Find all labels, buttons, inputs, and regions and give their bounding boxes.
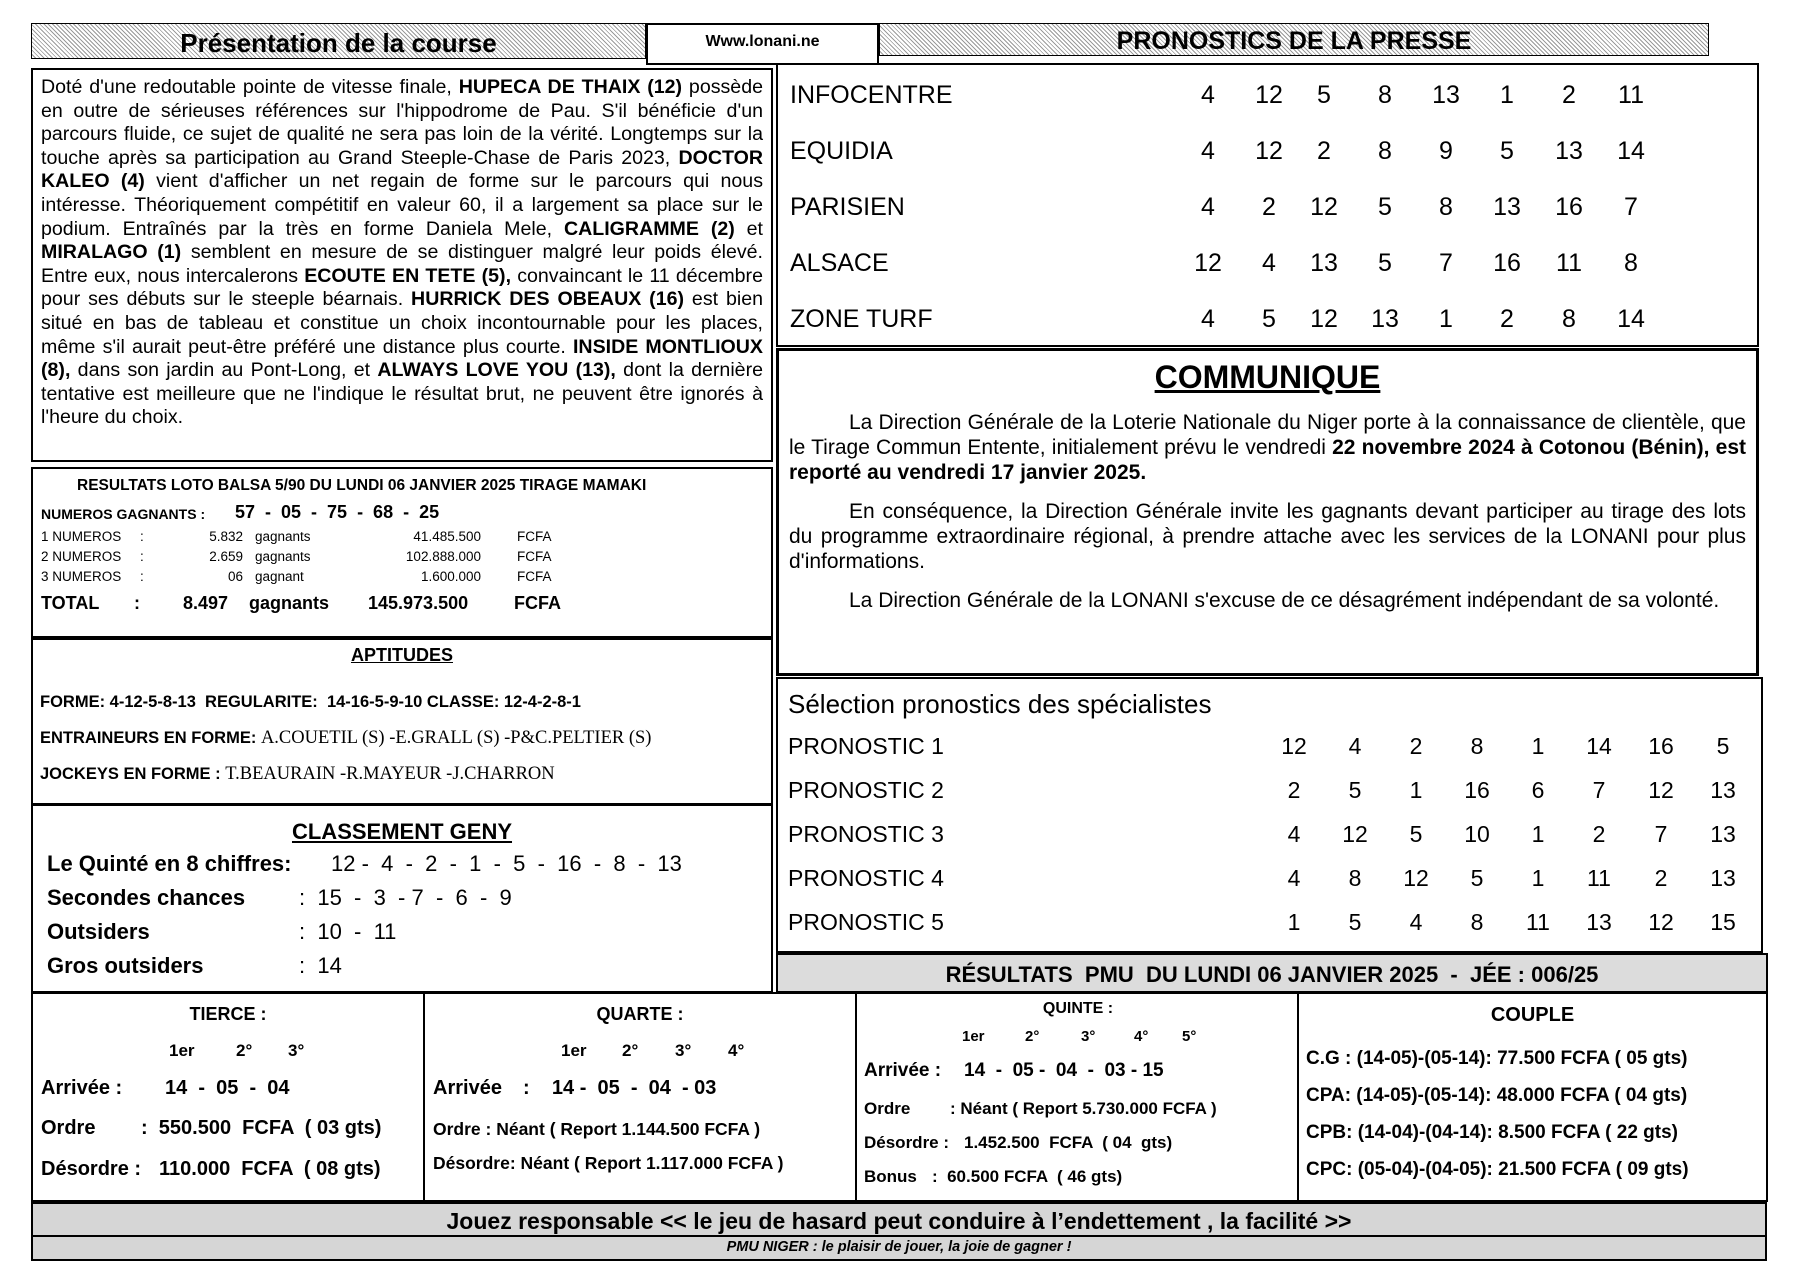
communique-p3: La Direction Générale de la LONANI s'excuse de ce désagrément indépendant de sa volonté. (849, 589, 1720, 612)
pronostic-number: 2 (1654, 865, 1668, 891)
geny-value: : 14 (299, 953, 342, 978)
pronostic-row (778, 857, 1761, 901)
presse-number: 2 (1562, 81, 1576, 109)
communique-p1-bold: 22 novembre 2024 à Cotonou (Bénin), est reporté au vendredi 17 janvier 2025. (789, 436, 1746, 484)
jockeys-label: JOCKEYS EN FORME : (40, 765, 221, 783)
tierce-ordre-value: : 550.500 FCFA ( 03 gts) (141, 1117, 382, 1139)
horse-name: CALIGRAMME (2) (563, 217, 735, 240)
presse-number: 4 (1201, 81, 1215, 109)
pronostic-label: PRONOSTIC 4 (788, 865, 944, 891)
selection-title: Sélection pronostics des spécialistes (788, 689, 1212, 719)
tierce-panel (31, 992, 425, 1202)
geny-label: Outsiders (47, 919, 150, 944)
footer-slogan: PMU NIGER : le plaisir de jouer, la joie de gagner ! (726, 1239, 1072, 1255)
presse-number: 14 (1617, 305, 1645, 333)
pronostic-number: 14 (1586, 733, 1612, 759)
pronostic-number: 5 (1348, 777, 1362, 803)
presse-number: 2 (1317, 137, 1331, 165)
pronostic-number: 2 (1409, 733, 1423, 759)
quinte-panel (855, 992, 1301, 1202)
loto-row-count: 5.832 (209, 529, 243, 544)
pronostic-number: 1 (1531, 733, 1545, 759)
communique-title: COMMUNIQUE (1154, 359, 1381, 395)
quarte-title: QUARTE : (596, 1004, 684, 1024)
loto-title: RESULTATS LOTO BALSA 5/90 DU LUNDI 06 JANVIER 2025 TIRAGE MAMAKI (77, 477, 647, 494)
loto-total-unit: gagnants (249, 593, 330, 613)
presse-source: ZONE TURF (790, 305, 933, 333)
presse-source: INFOCENTRE (790, 81, 953, 109)
loto-result-row (33, 529, 771, 549)
presse-number: 4 (1201, 193, 1215, 221)
presentation-panel (31, 68, 773, 462)
presse-number: 2 (1262, 193, 1276, 221)
loto-row-colon: : (140, 549, 144, 564)
loto-row-unit: gagnants (255, 529, 311, 544)
presentation-segment: semblent en mesure de se distinguer malgré leur poids élevé. Entre eux, nous intercalerons (41, 241, 763, 287)
presse-number: 11 (1556, 249, 1582, 277)
presse-number: 12 (1310, 305, 1338, 333)
quinte-ordre-value: : Néant ( Report 5.730.000 FCFA ) (950, 1099, 1217, 1118)
pronostic-number: 8 (1470, 909, 1484, 935)
pronostic-number: 8 (1348, 865, 1362, 891)
couple-panel (1297, 992, 1768, 1202)
tierce-desordre-value: 110.000 FCFA ( 08 gts) (159, 1158, 381, 1180)
quinte-bonus-value: : 60.500 FCFA ( 46 gts) (932, 1167, 1123, 1186)
loto-row-amount: 102.888.000 (405, 549, 481, 564)
quinte-arrivee-value: 14 - 05 - 04 - 03 - 15 (964, 1060, 1164, 1081)
presentation-segment: Doté d'une redoutable pointe de vitesse finale, (41, 76, 459, 98)
pronostic-number: 12 (1648, 909, 1674, 935)
couple-row: CPB: (14-04)-(04-14): 8.500 FCFA ( 22 gts) (1306, 1122, 1679, 1143)
pronostic-number: 13 (1710, 821, 1736, 847)
tierce-place-label: 1er (169, 1041, 195, 1060)
selection-panel (776, 677, 1763, 953)
pronostic-number: 12 (1648, 777, 1674, 803)
quarte-place-label: 1er (561, 1041, 587, 1060)
pronostic-number: 4 (1409, 909, 1423, 935)
horse-name: DOCTOR KALEO (4) (41, 146, 763, 193)
geny-label: Secondes chances (47, 885, 246, 910)
quarte-place-label: 2° (622, 1041, 639, 1060)
pronostic-row (778, 901, 1761, 945)
presse-number: 12 (1310, 193, 1338, 221)
pronostic-label: PRONOSTIC 5 (788, 909, 944, 935)
loto-panel (31, 467, 773, 638)
couple-row: C.G : (14-05)-(05-14): 77.500 FCFA ( 05 gts) (1306, 1048, 1688, 1069)
loto-row-amount: 41.485.500 (413, 529, 481, 544)
pronostic-number: 4 (1348, 733, 1362, 759)
pronostic-number: 5 (1409, 821, 1423, 847)
presse-number: 1 (1500, 81, 1514, 109)
horse-name: HURRICK DES OBEAUX (16) (411, 288, 685, 311)
presentation-text (41, 76, 763, 430)
loto-row-count: 06 (227, 569, 243, 584)
quinte-title: QUINTE : (1042, 1000, 1114, 1017)
pronostic-number: 13 (1586, 909, 1612, 935)
geny-panel (31, 804, 773, 993)
presse-row (778, 123, 1757, 179)
presse-number: 4 (1262, 249, 1276, 277)
loto-row-unit: gagnant (255, 569, 304, 584)
presse-number: 5 (1262, 305, 1276, 333)
pronostic-number: 10 (1464, 821, 1490, 847)
quarte-place-label: 3° (675, 1041, 692, 1060)
loto-total-amount: 145.973.500 (368, 593, 469, 613)
pronostic-number: 2 (1592, 821, 1606, 847)
presse-header (879, 23, 1709, 56)
presentation-segment: est bien situé en bas de tableau et constitue un choix incontournable pour les places, même s'il aurait peut-être préféré une distance plus courte. (41, 288, 763, 358)
presentation-segment: possède en outre de sérieuses références sur l'hippodrome de Pau. S'il bénéficie d'un parcours fluide, ce sujet de qualité ne sera pas loin de la vérité. Longtemps sur la touche après sa participation au Grand Steeple-Chase de Paris 2023, (41, 76, 764, 169)
loto-row-currency: FCFA (517, 529, 552, 544)
presentation-title: Présentation de la course (180, 28, 497, 58)
aptitudes-panel (31, 638, 773, 805)
presse-row (778, 291, 1757, 347)
loto-total-label: TOTAL (41, 593, 100, 613)
couple-row: CPC: (05-04)-(04-05): 21.500 FCFA ( 09 gts) (1306, 1159, 1689, 1180)
presse-number: 11 (1618, 81, 1644, 109)
aptitudes-entraineurs (40, 728, 651, 749)
loto-row-colon: : (140, 569, 144, 584)
presentation-segment: et (734, 217, 763, 240)
horse-name: MIRALAGO (1) (41, 241, 182, 264)
quarte-place-label: 4° (728, 1041, 745, 1060)
presse-panel (776, 63, 1759, 347)
quinte-ordre-label: Ordre (864, 1099, 911, 1118)
presse-number: 13 (1371, 305, 1399, 333)
geny-value: : 10 - 11 (299, 919, 397, 944)
presse-number: 9 (1439, 137, 1453, 165)
entraineurs-value: A.COUETIL (S) -E.GRALL (S) -P&C.PELTIER (S) (260, 728, 652, 748)
loto-numeros-value: 57 - 05 - 75 - 68 - 25 (235, 502, 440, 522)
quarte-ordre: Ordre : Néant ( Report 1.144.500 FCFA ) (433, 1119, 761, 1139)
presse-number: 12 (1255, 81, 1283, 109)
pronostic-number: 8 (1470, 733, 1484, 759)
pronostic-number: 4 (1287, 865, 1301, 891)
pronostic-label: PRONOSTIC 2 (788, 777, 944, 803)
pronostic-number: 12 (1281, 733, 1307, 759)
tierce-place-label: 2° (236, 1041, 253, 1060)
tierce-arrivee-value: 14 - 05 - 04 (165, 1077, 290, 1099)
horse-name: HUPECA DE THAIX (12) (458, 76, 683, 98)
presse-number: 4 (1201, 305, 1215, 333)
footer-slogan-bar (31, 1237, 1767, 1261)
quarte-arrivee-label: Arrivée (433, 1077, 502, 1099)
pronostic-label: PRONOSTIC 1 (788, 733, 944, 759)
geny-label: Le Quinté en 8 chiffres: (47, 851, 292, 876)
communique-p2: En conséquence, la Direction Générale invite les gagnants devant participer au tirage des lots du programme extraordinaire régional, à prendre attache avec les services de la LONANI pour plus d'informations. (789, 500, 1746, 573)
loto-total-currency: FCFA (514, 593, 561, 613)
presse-source: ALSACE (790, 249, 889, 277)
presse-title: PRONOSTICS DE LA PRESSE (1116, 27, 1472, 55)
pronostic-row (778, 725, 1761, 769)
presse-row (778, 179, 1757, 235)
pronostic-number: 11 (1587, 865, 1611, 891)
website-link[interactable]: Www.lonani.ne (705, 33, 820, 50)
pronostic-number: 5 (1470, 865, 1484, 891)
pronostic-number: 7 (1592, 777, 1606, 803)
pmu-banner (776, 953, 1768, 993)
pronostic-number: 15 (1710, 909, 1736, 935)
presentation-segment: vient d'afficher un net regain de forme sur le parcours qui nous intéresse. Théoriquement compétitif en valeur 60, il a largement sa place sur le podium. Entraînés par la très en forme Daniela Mele, (41, 170, 764, 240)
couple-title: COUPLE (1490, 1004, 1575, 1026)
quinte-arrivee-label: Arrivée : (864, 1060, 942, 1081)
pronostic-number: 7 (1654, 821, 1668, 847)
jockeys-value: T.BEAURAIN -R.MAYEUR -J.CHARRON (225, 764, 555, 784)
loto-row-label: 2 NUMEROS (41, 549, 122, 564)
presse-row (778, 235, 1757, 291)
geny-label: Gros outsiders (47, 953, 204, 978)
presentation-header (31, 23, 646, 59)
horse-name: INSIDE MONTLIOUX (8), (41, 335, 763, 382)
presse-number: 8 (1378, 137, 1392, 165)
presse-number: 13 (1493, 193, 1521, 221)
quarte-panel (423, 992, 857, 1202)
pronostic-number: 5 (1716, 733, 1730, 759)
presse-number: 16 (1493, 249, 1521, 277)
presse-number: 1 (1439, 305, 1453, 333)
pronostic-number: 16 (1464, 777, 1490, 803)
tierce-arrivee-label: Arrivée : (41, 1077, 123, 1099)
loto-row-unit: gagnants (255, 549, 311, 564)
horse-name: ALWAYS LOVE YOU (13), (377, 359, 616, 382)
presse-number: 12 (1194, 249, 1222, 277)
quinte-place-label: 3° (1081, 1028, 1096, 1045)
footer-warning-bar (31, 1202, 1767, 1237)
quinte-place-label: 4° (1134, 1028, 1149, 1045)
aptitudes-jockeys (40, 764, 555, 785)
loto-row-currency: FCFA (517, 549, 552, 564)
horse-name: ECOUTE EN TETE (5), (304, 264, 512, 287)
communique-p1 (789, 410, 1746, 485)
presse-number: 7 (1624, 193, 1638, 221)
tierce-title: TIERCE : (189, 1004, 267, 1024)
presse-source: PARISIEN (790, 193, 905, 221)
quinte-desordre-value: 1.452.500 FCFA ( 04 gts) (964, 1133, 1173, 1152)
pronostic-number: 1 (1409, 777, 1423, 803)
quinte-place-label: 1er (962, 1028, 985, 1045)
pronostic-number: 12 (1342, 821, 1368, 847)
pronostic-number: 13 (1710, 777, 1736, 803)
entraineurs-label: ENTRAINEURS EN FORME: (40, 729, 257, 747)
presse-number: 8 (1624, 249, 1638, 277)
presse-number: 13 (1432, 81, 1460, 109)
quinte-place-label: 2° (1025, 1028, 1040, 1045)
loto-row-label: 1 NUMEROS (41, 529, 122, 544)
loto-row-currency: FCFA (517, 569, 552, 584)
presse-source: EQUIDIA (790, 137, 893, 165)
pronostic-number: 13 (1710, 865, 1736, 891)
presse-number: 5 (1317, 81, 1331, 109)
presse-number: 8 (1562, 305, 1576, 333)
loto-result-row (33, 549, 771, 569)
loto-row-label: 3 NUMEROS (41, 569, 122, 584)
loto-row-count: 2.659 (209, 549, 243, 564)
presse-number: 5 (1378, 193, 1392, 221)
tierce-place-label: 3° (288, 1041, 305, 1060)
pronostic-label: PRONOSTIC 3 (788, 821, 944, 847)
pronostic-row (778, 769, 1761, 813)
presentation-segment: convaincant le 11 décembre pour ses débuts sur le steeple béarnais. (41, 264, 763, 311)
loto-total-colon: : (134, 593, 140, 613)
pmu-title: RÉSULTATS PMU DU LUNDI 06 JANVIER 2025 - JÉE : 006/25 (945, 962, 1599, 987)
presse-number: 8 (1378, 81, 1392, 109)
pronostic-number: 1 (1531, 821, 1545, 847)
presse-number: 5 (1500, 137, 1514, 165)
pronostic-number: 5 (1348, 909, 1362, 935)
pronostic-row (778, 813, 1761, 857)
loto-row-colon: : (140, 529, 144, 544)
footer-warning: Jouez responsable << le jeu de hasard peut conduire à l’endettement , la facilité >> (446, 1208, 1352, 1234)
couple-row: CPA: (14-05)-(05-14): 48.000 FCFA ( 04 gts) (1306, 1085, 1688, 1106)
presse-row (778, 67, 1757, 123)
presse-number: 8 (1439, 193, 1453, 221)
pronostic-number: 12 (1403, 865, 1429, 891)
pronostic-number: 11 (1526, 909, 1550, 935)
pronostic-number: 2 (1287, 777, 1301, 803)
loto-result-row (33, 569, 771, 589)
quarte-arrivee-value: : 14 - 05 - 04 - 03 (523, 1077, 717, 1099)
presse-number: 2 (1500, 305, 1514, 333)
quinte-desordre-label: Désordre : (864, 1133, 950, 1152)
geny-value: 12 - 4 - 2 - 1 - 5 - 16 - 8 - 13 (331, 851, 682, 876)
loto-total-count: 8.497 (183, 593, 229, 613)
geny-value: : 15 - 3 - 7 - 6 - 9 (299, 885, 512, 910)
communique-p1-text: La Direction Générale de la Loterie Nationale du Niger porte à la connaissance de clientèle, que le Tirage Commun Entente, initialement prévu le vendredi (789, 411, 1746, 459)
presse-number: 16 (1555, 193, 1583, 221)
tierce-ordre-label: Ordre (41, 1117, 96, 1139)
quarte-desordre: Désordre: Néant ( Report 1.117.000 FCFA ) (433, 1153, 784, 1173)
presse-number: 4 (1201, 137, 1215, 165)
presentation-segment: dans son jardin au Pont-Long, et (70, 359, 378, 382)
communique-panel (776, 348, 1759, 676)
loto-numeros-label: NUMEROS GAGNANTS : (41, 506, 206, 522)
presse-number: 12 (1255, 137, 1283, 165)
presse-number: 5 (1378, 249, 1392, 277)
website-box (646, 23, 879, 65)
aptitudes-title: APTITUDES (350, 645, 453, 665)
presse-number: 7 (1439, 249, 1453, 277)
presse-number: 14 (1617, 137, 1645, 165)
pronostic-number: 6 (1531, 777, 1545, 803)
quinte-bonus-label: Bonus (864, 1167, 917, 1186)
tierce-desordre-label: Désordre : (41, 1158, 142, 1180)
presse-number: 13 (1555, 137, 1583, 165)
pronostic-number: 4 (1287, 821, 1301, 847)
presentation-segment: dont la dernière tentative est meilleure que ne l'indique le résultat brut, ne peuvent être ignorés à l'heure du choix. (41, 359, 764, 429)
pronostic-number: 16 (1648, 733, 1674, 759)
loto-row-amount: 1.600.000 (420, 569, 481, 584)
quinte-place-label: 5° (1182, 1028, 1197, 1045)
pronostic-number: 1 (1531, 865, 1545, 891)
pronostic-number: 1 (1287, 909, 1301, 935)
geny-title: CLASSEMENT GENY (291, 819, 513, 844)
aptitudes-forme: FORME: 4-12-5-8-13 REGULARITE: 14-16-5-9-10 CLASSE: 12-4-2-8-1 (40, 693, 581, 711)
presse-number: 13 (1310, 249, 1338, 277)
